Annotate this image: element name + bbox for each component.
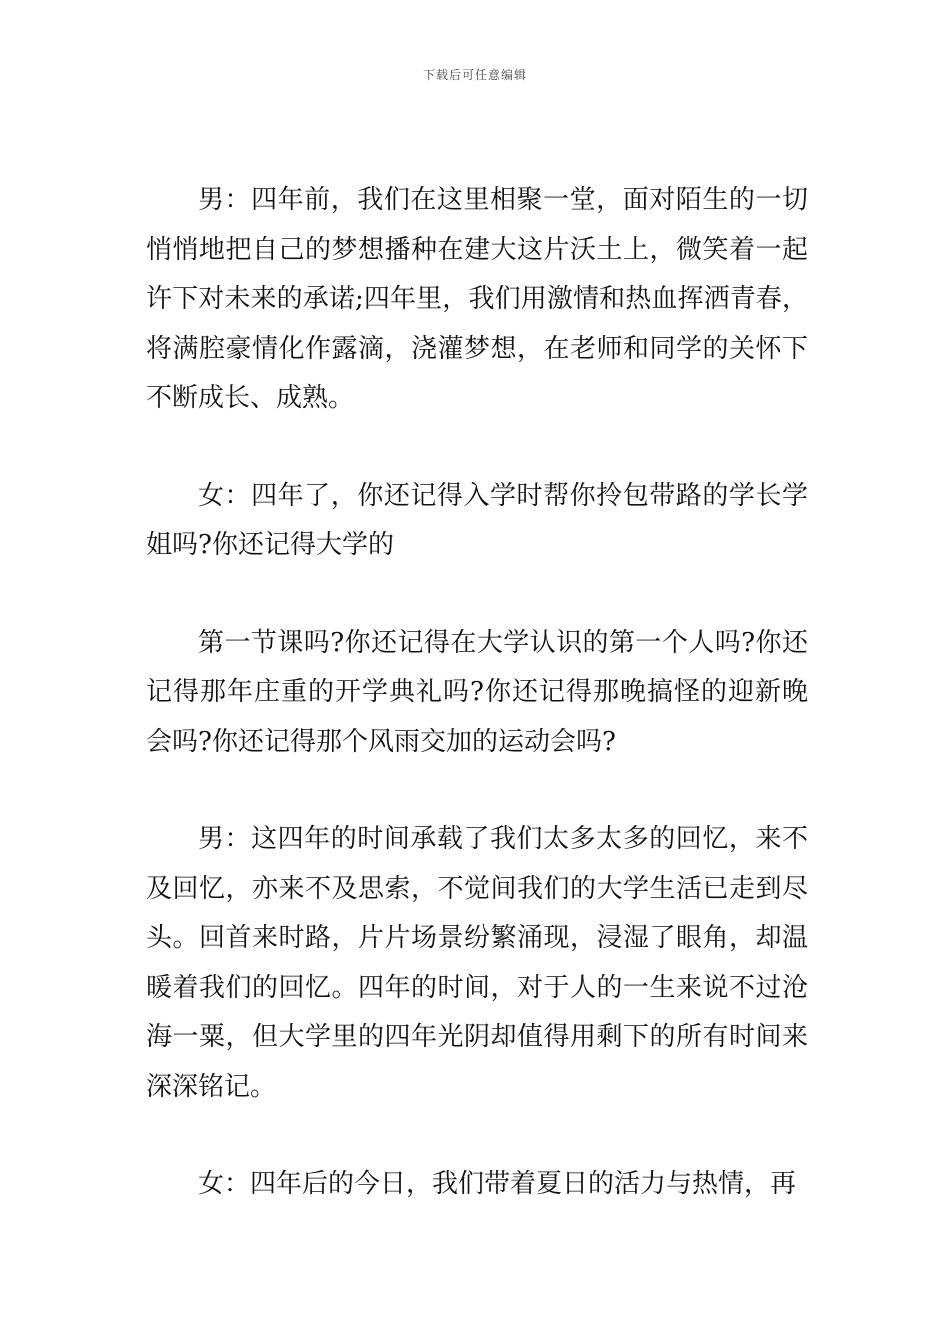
- paragraph-female-2: 女：四年后的今日，我们带着夏日的活力与热情，再: [198, 1169, 797, 1199]
- page-header-note: 下载后可任意编辑: [422, 68, 527, 82]
- paragraph-male-1: 男：四年前，我们在这里相聚一堂，面对陌生的一切悄悄地把自己的梦想播种在建大这片沃土上，微笑着一起许下对未来的承诺;四年里，我们用激情和热血挥洒青春，将满腔豪情化作露滴，浇灌梦想，在老师和同学的关怀下不断成长、成熟。: [146, 185, 808, 413]
- document-body: [146, 176, 808, 1258]
- paragraph-female-1: 女：四年了，你还记得入学时帮你拎包带路的学长学姐吗?你还记得大学的: [146, 480, 808, 560]
- paragraph-male-2: 男：这四年的时间承载了我们太多太多的回忆，来不及回忆，亦来不及思索，不觉间我们的大学生活已走到尽头。回首来时路，片片场景纷繁涌现，浸湿了眼角，却温暖着我们的回忆。四年的时间，对于人的一生来说不过沧海一粟，但大学里的四年光阴却值得用剩下的所有时间来深深铭记。: [146, 824, 808, 1102]
- paragraph-questions: 第一节课吗?你还记得在大学认识的第一个人吗?你还记得那年庄重的开学典礼吗?你还记得那晚搞怪的迎新晚会吗?你还记得那个风雨交加的运动会吗?: [146, 627, 808, 757]
